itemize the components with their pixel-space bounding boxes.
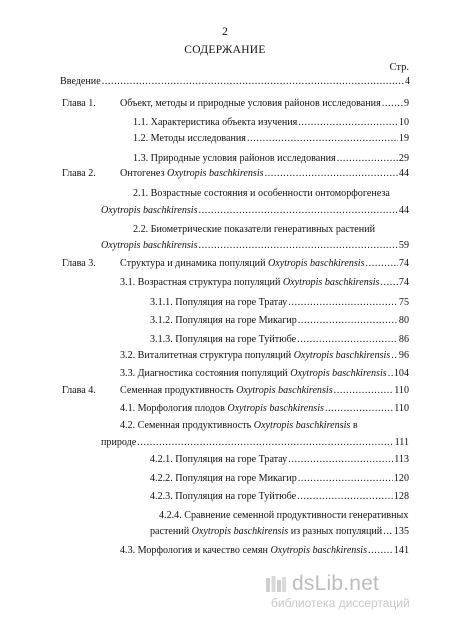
toc-page-number: 74 bbox=[398, 258, 409, 269]
watermark bbox=[259, 572, 434, 612]
toc-entry-1-1 bbox=[133, 117, 409, 129]
toc-entry-4-2-4-line1: 4.2.4. Сравнение семенной продуктивности генеративных bbox=[159, 510, 409, 521]
toc-entry-chapter-3 bbox=[120, 258, 409, 270]
toc-entry-text: 4.2.3. Популяция на горе Туйтюбе bbox=[150, 491, 297, 502]
toc-page-number: 135 bbox=[393, 526, 409, 537]
toc-page-number: 10 bbox=[398, 117, 409, 128]
toc-page-number: 110 bbox=[394, 385, 409, 396]
toc-page-number: 75 bbox=[398, 297, 409, 308]
toc-entry-text: 3.1. Возрастная структура популяций Oxytropis baschkirensis bbox=[120, 277, 380, 288]
toc-entry-text: 3.1.2. Популяция на горе Микагир bbox=[150, 315, 297, 326]
watermark-subtitle: библиотека диссертаций bbox=[271, 596, 410, 610]
toc-page-number: 44 bbox=[398, 168, 409, 179]
page-number: 2 bbox=[222, 26, 228, 38]
toc-entry-text: Введение bbox=[60, 76, 101, 87]
toc-entry-text: растений Oxytropis baschkirensis из разных популяций bbox=[150, 526, 383, 537]
toc-entry-2-1 bbox=[101, 205, 409, 217]
toc-entry-text: 4.2.1. Популяция на горе Тратау bbox=[150, 454, 288, 465]
toc-entry-text: Объект, методы и природные условия районов исследования bbox=[120, 98, 381, 109]
toc-entry-text: Oxytropis baschkirensis bbox=[101, 205, 198, 216]
toc-page-number: 29 bbox=[398, 153, 409, 164]
toc-entry-text: 1.3. Природные условия районов исследования bbox=[133, 153, 336, 164]
toc-entry-3-1-3 bbox=[150, 334, 409, 346]
toc-entry-text: Семенная продуктивность Oxytropis baschkirensis bbox=[120, 385, 333, 396]
chapter-label: Глава 3. bbox=[62, 258, 96, 269]
toc-entry-4-1 bbox=[120, 403, 409, 415]
toc-entry-text: 4.2.2. Популяция на горе Микагир bbox=[150, 473, 297, 484]
toc-page-number: 4 bbox=[404, 76, 410, 87]
toc-entry-3-2 bbox=[120, 350, 409, 362]
toc-page-number: 59 bbox=[398, 240, 409, 251]
chapter-label: Глава 1. bbox=[62, 98, 96, 109]
toc-entry-4-3 bbox=[120, 545, 409, 557]
toc-entry-3-1 bbox=[120, 277, 409, 289]
toc-entry-text: 4.3. Морфология и качество семян Oxytropis baschkirensis bbox=[120, 545, 368, 556]
toc-page-number: 96 bbox=[398, 350, 409, 361]
toc-entry-intro bbox=[60, 76, 410, 88]
toc-entry-text: 3.1.3. Популяция на горе Туйтюбе bbox=[150, 334, 297, 345]
toc-page-number: 86 bbox=[398, 334, 409, 345]
toc-entry-4-2 bbox=[101, 437, 409, 449]
toc-page-number: 80 bbox=[398, 315, 409, 326]
toc-page-number: 19 bbox=[398, 133, 409, 144]
toc-page-number: 128 bbox=[393, 491, 409, 502]
toc-entry-2-2-line1: 2.2. Биометрические показатели генеративных растений bbox=[133, 224, 375, 235]
toc-entry-text: 3.2. Виталитетная структура популяций Oxytropis baschkirensis bbox=[120, 350, 391, 361]
toc-page-number: 120 bbox=[393, 473, 409, 484]
toc-entry-text: 1.2. Методы исследования bbox=[133, 133, 246, 144]
toc-entry-2-1-line1: 2.1. Возрастные состояния и особенности онтоморфогенеза bbox=[133, 188, 390, 199]
toc-entry-text: 1.1. Характеристика объекта изучения bbox=[133, 117, 298, 128]
toc-entry-4-2-4 bbox=[150, 526, 409, 538]
toc-entry-text: 3.1.1. Популяция на горе Тратау bbox=[150, 297, 288, 308]
toc-page-number: 44 bbox=[398, 205, 409, 216]
toc-entry-4-2-3 bbox=[150, 491, 409, 503]
watermark-logo-text: dsLib.net bbox=[292, 572, 380, 595]
toc-page-number: 104 bbox=[393, 368, 409, 379]
toc-title: СОДЕРЖАНИЕ bbox=[184, 44, 266, 56]
chapter-label: Глава 4. bbox=[62, 385, 96, 396]
toc-entry-3-1-1 bbox=[150, 297, 409, 309]
toc-entry-1-2 bbox=[133, 133, 409, 145]
toc-entry-text: природе bbox=[101, 437, 137, 448]
toc-entry-chapter-1 bbox=[120, 98, 409, 110]
toc-entry-4-2-line1: 4.2. Семенная продуктивность Oxytropis baschkirensis в bbox=[120, 420, 358, 431]
toc-entry-text: 4.1. Морфология плодов Oxytropis baschkirensis bbox=[120, 403, 324, 414]
page-column-label: Стр. bbox=[389, 62, 409, 73]
toc-page-number: 113 bbox=[394, 454, 409, 465]
toc-entry-1-3 bbox=[133, 153, 409, 165]
chapter-label: Глава 2. bbox=[62, 168, 96, 179]
toc-entry-chapter-2 bbox=[120, 168, 409, 180]
library-logo-icon bbox=[265, 575, 287, 593]
toc-entry-2-2 bbox=[101, 240, 409, 252]
toc-page-number: 110 bbox=[394, 403, 409, 414]
toc-entry-text: Онтогенез Oxytropis baschkirensis bbox=[120, 168, 264, 179]
toc-entry-text: 3.3. Диагностика состояния популяций Oxytropis baschkirensis bbox=[120, 368, 387, 379]
toc-page-number: 9 bbox=[403, 98, 409, 109]
toc-entry-chapter-4 bbox=[120, 385, 409, 397]
toc-page-number: 74 bbox=[398, 277, 409, 288]
toc-entry-3-3 bbox=[120, 368, 409, 380]
toc-page-number: 111 bbox=[394, 437, 409, 448]
toc-entry-text: Структура и динамика популяций Oxytropis baschkirensis bbox=[120, 258, 365, 269]
toc-page-number: 141 bbox=[393, 545, 409, 556]
toc-entry-text: Oxytropis baschkirensis bbox=[101, 240, 198, 251]
toc-entry-4-2-2 bbox=[150, 473, 409, 485]
toc-entry-3-1-2 bbox=[150, 315, 409, 327]
toc-entry-4-2-1 bbox=[150, 454, 409, 466]
